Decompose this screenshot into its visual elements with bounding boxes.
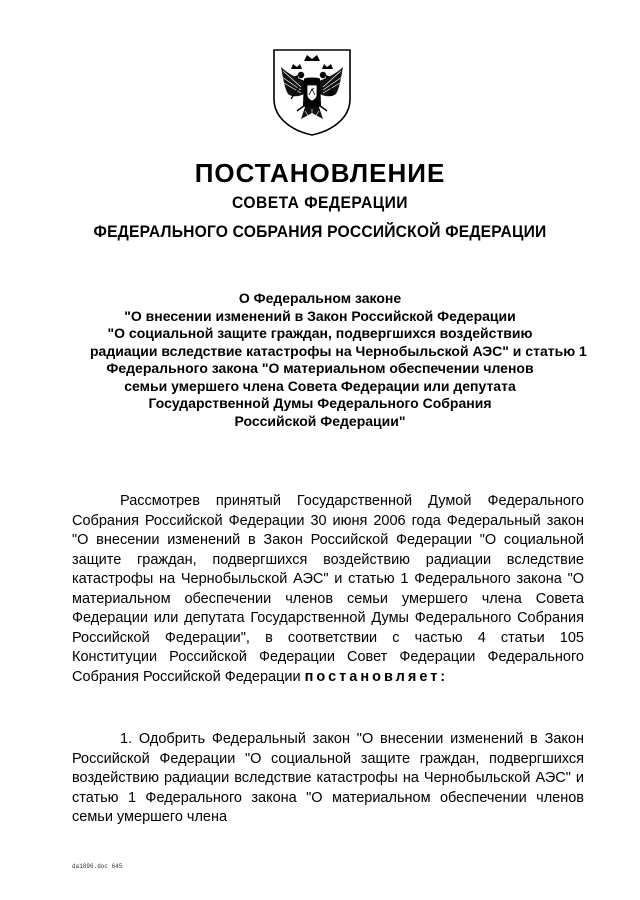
law-heading-line: "О внесении изменений в Закон Российской Федерации [124,307,516,324]
russian-coat-of-arms-icon [271,47,353,137]
law-heading-line: Государственной Думы Федерального Собрания [148,395,492,411]
law-heading-line: Федерального закона "О материальном обеспечении членов [106,360,534,376]
resolution-item-1-paragraph [72,730,584,828]
law-heading-line: О Федеральном законе [238,290,402,306]
law-heading [90,290,587,430]
item-1-text: 1. Одобрить Федеральный закон "О внесении изменений в Закон Российской Федерации "О социальной защите граждан, подвергшихся воздействию радиации вследствие катастрофы на Чернобыльской АЭС" и статью 1 Федерального закона "О материальном обеспечении членов семьи умершего члена [72,731,584,825]
resolves-emphasis: постановляет: [304,668,449,685]
law-heading-line: радиации вследствие катастрофы на Чернобыльской АЭС" и статью 1 [90,342,587,359]
document-subtitle-council: СОВЕТА ФЕДЕРАЦИИ [232,193,408,212]
document-subtitle-assembly: ФЕДЕРАЛЬНОГО СОБРАНИЯ РОССИЙСКОЙ ФЕДЕРАЦИИ [93,222,547,241]
preamble-text: Рассмотрев принятый Государственной Думой Федерального Собрания Российской Федерации 30 июня 2006 года Федеральный закон "О внесении изменений в Закон Российской Федерации "О социальной защите граждан, подвергшихся воздействию радиации вследствие катастрофы на Чернобыльской АЭС" и статью 1 Федерального закона "О материальном обеспечении членов семьи умершего члена Совета Федерации или депутата Государственной Думы Федерального Собрания Российской Федерации", в соответствии с частью 4 статьи 105 Конституции Российской Федерации Совет Федерации Федерального Собрания Российской Федерации [72,493,584,685]
law-heading-line: "О социальной защите граждан, подвергшихся воздействию [107,325,533,341]
document-file-code: da1896.doc 645 [72,863,123,870]
resolution-preamble-paragraph [72,492,584,687]
law-heading-line: семьи умершего члена Совета Федерации или депутата [124,377,516,394]
document-title: ПОСТАНОВЛЕНИЕ [194,158,446,188]
law-heading-line: Российской Федерации" [234,412,406,429]
